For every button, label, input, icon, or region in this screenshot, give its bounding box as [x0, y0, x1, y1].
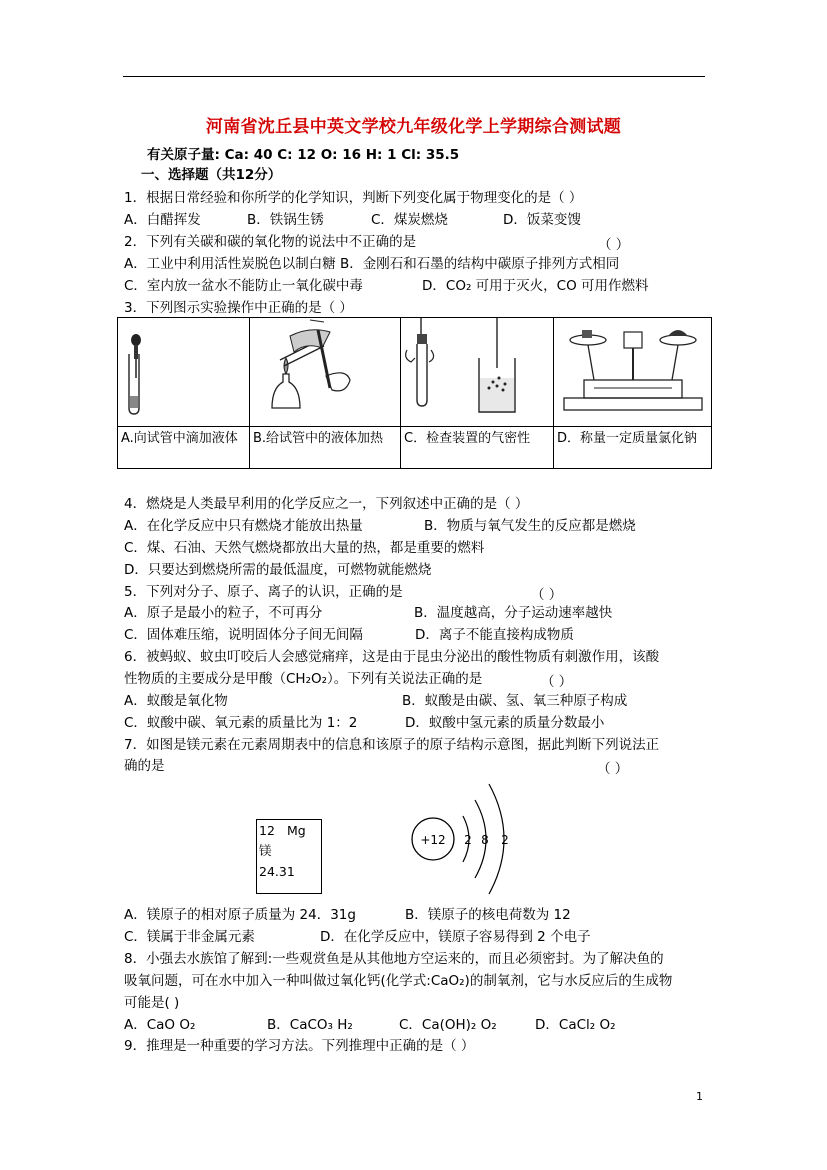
caption-b: B.给试管中的液体加热 [250, 427, 401, 469]
experiment-image-d [554, 318, 712, 427]
section-heading: 一、选择题（共12分） [141, 167, 282, 183]
q7-stem-line2: 确的是 [124, 758, 165, 774]
q5-answer-paren: （ ） [531, 587, 563, 603]
balance-scale-icon [554, 318, 712, 426]
element-number: 12 [259, 823, 275, 838]
caption-d: D．称量一定质量氯化钠 [554, 427, 712, 469]
q2-option-c: C．室内放一盆水不能防止一氧化碳中毒 [124, 278, 363, 294]
page-number: 1 [696, 1090, 703, 1103]
q8-option-b: B．CaCO₃ H₂ [267, 1017, 353, 1033]
experiment-image-b [250, 318, 401, 427]
element-mass: 24.31 [259, 864, 295, 879]
q6-stem-line1: 6．被蚂蚁、蚊虫叮咬后人会感觉痛痒，这是由于昆虫分泌出的酸性物质有刺激作用，该酸 [124, 649, 660, 665]
q8-option-c: C．Ca(OH)₂ O₂ [399, 1017, 497, 1033]
q1-option-d: D．饭菜变馊 [503, 212, 581, 228]
q7-answer-paren: （ ） [597, 761, 629, 777]
dropper-tube-icon [118, 318, 250, 426]
shell-electrons-2: 8 [481, 833, 489, 847]
shell-electrons-1: 2 [464, 833, 472, 847]
q6-answer-paren: （ ） [541, 674, 573, 690]
element-name: 镁 [259, 843, 272, 858]
q1-option-c: C．煤炭燃烧 [371, 212, 448, 228]
q2-options-ab: A．工业中利用活性炭脱色以制白糖 B．金刚石和石墨的结构中碳原子排列方式相同 [124, 256, 620, 272]
experiment-image-c [401, 318, 554, 427]
airtight-check-icon [401, 318, 554, 426]
caption-c: C．检查装置的气密性 [401, 427, 554, 469]
q7-stem-line1: 7．如图是镁元素在元素周期表中的信息和该原子的原子结构示意图，据此判断下列说法正 [124, 737, 660, 753]
q7-option-d: D．在化学反应中，镁原子容易得到 2 个电子 [320, 929, 591, 945]
q5-option-d: D．离子不能直接构成物质 [415, 627, 574, 643]
q3-stem: 3．下列图示实验操作中正确的是（ ） [124, 300, 353, 316]
q6-option-d: D．蚁酸中氢元素的质量分数最小 [405, 715, 605, 731]
q8-stem-line2: 吸氧问题，可在水中加入一种叫做过氧化钙(化学式:CaO₂)的制氧剂，它与水反应后的生成物 [124, 973, 673, 989]
shell-electrons-3: 2 [501, 833, 509, 847]
q1-stem: 1．根据日常经验和你所学的化学知识，判断下列变化属于物理变化的是（ ） [124, 190, 583, 206]
q6-option-c: C．蚁酸中碳、氧元素的质量比为 1：2 [124, 715, 358, 731]
q4-option-c: C．煤、石油、天然气燃烧都放出大量的热，都是重要的燃料 [124, 540, 485, 556]
q9-stem: 9．推理是一种重要的学习方法。下列推理中正确的是（ ） [124, 1038, 475, 1054]
atom-structure-diagram [405, 780, 535, 898]
q7-option-c: C．镁属于非金属元素 [124, 929, 255, 945]
caption-a: A.向试管中滴加液体 [118, 427, 250, 469]
q8-stem-line3: 可能是( ) [124, 995, 180, 1011]
q2-option-d: D．CO₂ 可用于灭火，CO 可用作燃料 [422, 278, 649, 294]
heating-tube-icon [250, 318, 401, 426]
q2-answer-paren: （ ） [598, 237, 630, 253]
nucleus-charge: +12 [420, 833, 446, 847]
q4-option-d: D．只要达到燃烧所需的最低温度，可燃物就能燃烧 [124, 562, 432, 578]
q2-stem: 2．下列有关碳和碳的氧化物的说法中不正确的是 [124, 234, 417, 250]
q5-option-c: C．固体难压缩，说明固体分子间无间隔 [124, 627, 363, 643]
experiment-image-a [118, 318, 250, 427]
page-title: 河南省沈丘县中英文学校九年级化学上学期综合测试题 [205, 117, 622, 137]
header-rule [123, 76, 705, 77]
q6-option-b: B．蚁酸是由碳、氢、氧三种原子构成 [402, 693, 628, 709]
q4-option-a: A．在化学反应中只有燃烧才能放出热量 [124, 518, 363, 534]
element-tile [256, 819, 322, 894]
element-symbol: Mg [287, 823, 306, 838]
q7-option-b: B．镁原子的核电荷数为 12 [405, 907, 571, 923]
q8-option-d: D．CaCl₂ O₂ [535, 1017, 616, 1033]
q8-stem-line1: 8．小强去水族馆了解到:一些观赏鱼是从其他地方空运来的，而且必须密封。为了解决鱼的 [124, 951, 664, 967]
q5-stem: 5．下列对分子、原子、离子的认识，正确的是 [124, 584, 403, 600]
q6-option-a: A．蚁酸是氧化物 [124, 693, 228, 709]
atomic-masses: 有关原子量: Ca: 40 C: 12 O: 16 H: 1 Cl: 35.5 [147, 147, 460, 163]
q6-stem-line2: 性物质的主要成分是甲酸（CH₂O₂）。下列有关说法正确的是 [124, 671, 483, 687]
q7-option-a: A．镁原子的相对原子质量为 24．31g [124, 907, 356, 923]
q8-option-a: A．CaO O₂ [124, 1017, 196, 1033]
q5-option-b: B．温度越高，分子运动速率越快 [414, 605, 613, 621]
q4-stem: 4．燃烧是人类最早利用的化学反应之一，下列叙述中正确的是（ ） [124, 496, 529, 512]
q5-option-a: A．原子是最小的粒子，不可再分 [124, 605, 323, 621]
q4-option-b: B．物质与氧气发生的反应都是燃烧 [424, 518, 636, 534]
q1-option-b: B．铁锅生锈 [247, 212, 324, 228]
q1-option-a: A．白醋挥发 [124, 212, 201, 228]
experiment-table [117, 317, 712, 469]
